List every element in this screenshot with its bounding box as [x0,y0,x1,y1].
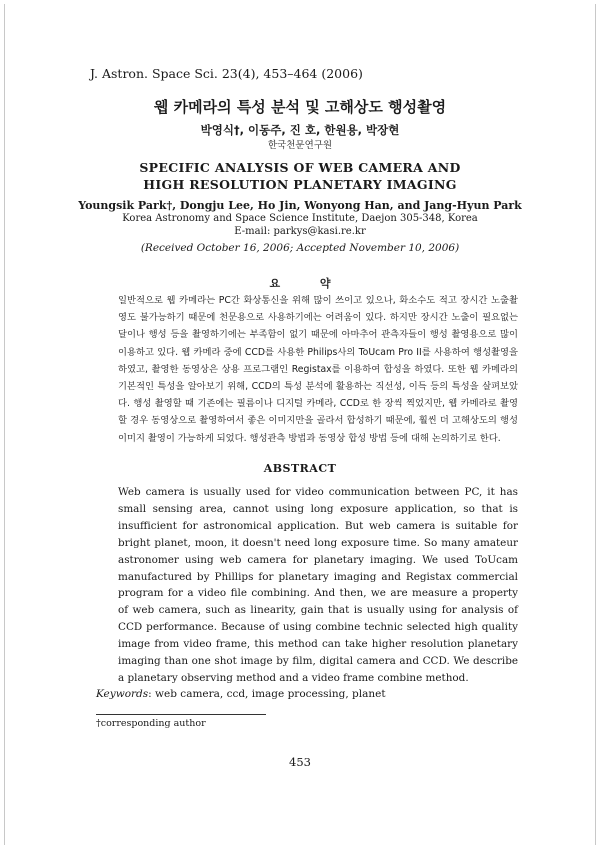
english-title-line1: SPECIFIC ANALYSIS OF WEB CAMERA AND [139,160,461,175]
footnote: †corresponding author [96,718,206,729]
received-dates: (Received October 16, 2006; Accepted November 10, 2006) [140,242,460,254]
english-abstract-text: Web camera is usually used for video communication between PC, it has small sensing area, cannot using long exposure application, so that is insufficient for astronomical application. But web camera is suitable for bright planet, moon, it doesn't need long exposure time. So many amateur astronomer using web camera for planetary imaging. We used ToUcam manufactured by Phillips for planetary imaging and Registax commercial program for a video file combining. And then, we are measure a property of web camera, such as linearity, gain that is usually using for analysis of CCD performance. Because of using combine technic selected high quality image from video frame, this method can take higher resolution planetary imaging than one shot image by film, digital camera and CCD. We describe a planetary observing method and a video frame combine method. [118,486,518,684]
english-institution: Korea Astronomy and Space Science Institute, Daejon 305-348, Korea [122,213,478,224]
footnote-rule [96,714,266,715]
korean-institution: 한국천문연구원 [267,140,333,151]
keywords-label: Keywords [96,688,149,700]
keywords-text: web camera, ccd, image processing, planet [155,688,386,700]
english-abstract-heading: ABSTRACT [263,462,337,475]
korean-abstract-heading: 요 약 [269,277,349,290]
keywords [96,688,386,700]
korean-abstract-text: 일반적으로 웹 카메라는 PC간 화상통신을 위해 많이 쓰이고 있으나, 화소수도 적고 장시간 노출촬영도 불가능하기 때문에 천문용으로 사용하기에는 어려움이 있다. 하지만 장시간 노출이 필요없는 달이나 행성 등을 촬영하기에는 부족함이 없기 때문에 아마추어 관측자들이 행성 촬영용으로 많이 이용하고 있다. 웹 카메라 중에 CCD를 사용한 Philips사의 ToUcam Pro II를 사용하여 행성촬영을 하였고, 촬영한 동영상은 상용 프로그램인 Registax를 이용하여 합성을 하였다. 또한 웹 카메라의 기본적인 특성을 알아보기 위해, CCD의 특성 분석에 활용하는 직선성, 이득 등의 특성을 살펴보았다. 행성 촬영할 때 기존에는 필름이나 디지털 카메라, CCD로 한 장씩 찍었지만, 웹 카메라로 촬영할 경우 동영상으로 촬영하여서 좋은 이미지만을 골라서 합성하기 때문에, 훨씬 더 고해상도의 행성이미지 촬영이 가능하게 되었다. 행성관측 방법과 동영상 합성 방법 등에 대해 논의하기로 한다. [118,295,518,444]
english-authors: Youngsik Park†, Dongju Lee, Ho Jin, Wonyong Han, and Jang-Hyun Park [78,199,522,212]
korean-title: 웹 카메라의 특성 분석 및 고해상도 행성촬영 [153,98,447,116]
page-number: 453 [289,755,311,769]
author-email: E-mail: parkys@kasi.re.kr [234,226,366,237]
korean-authors: 박영식†, 이동주, 진 호, 한원용, 박장현 [200,123,400,137]
journal-reference: J. Astron. Space Sci. 23(4), 453–464 (2006) [90,66,363,81]
keywords-colon: : [148,688,156,700]
english-title-line2: HIGH RESOLUTION PLANETARY IMAGING [143,177,457,192]
